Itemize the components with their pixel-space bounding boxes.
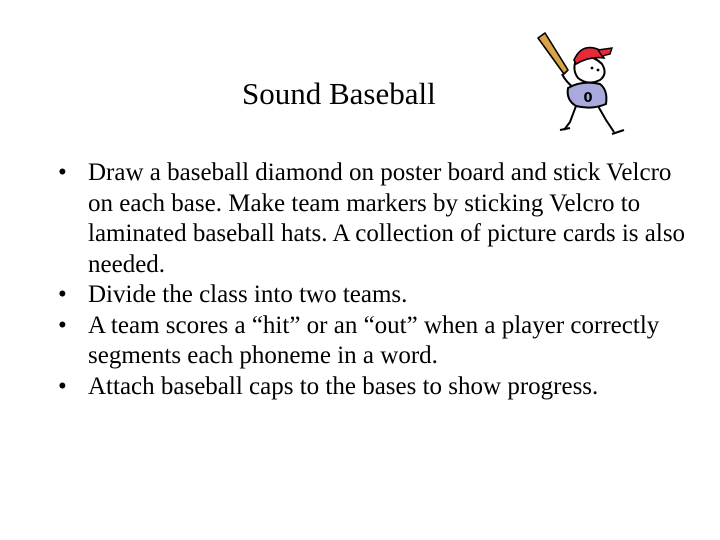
bullet-item	[58, 280, 698, 311]
bullet-item	[58, 311, 698, 372]
bullet-text: Divide the class into two teams.	[88, 281, 408, 308]
bullet-icon: •	[58, 311, 67, 339]
bullet-item	[58, 158, 698, 280]
slide-title: Sound Baseball	[242, 76, 436, 111]
bullet-item	[58, 372, 698, 403]
bullet-icon: •	[58, 281, 67, 308]
bullet-text: Attach baseball caps to the bases to show progress.	[88, 372, 599, 400]
bullet-list	[58, 158, 698, 402]
bullet-text: Draw a baseball diamond on poster board and stick Velcro on each base. Make team markers by sticking Velcro to laminated baseball hats. A collection of picture cards is also needed.	[88, 159, 686, 278]
bullet-icon: •	[58, 372, 67, 400]
baseball-player-icon	[532, 30, 642, 140]
jersey-number: 0	[583, 91, 593, 106]
bullet-text: A team scores a “hit” or an “out” when a player correctly segments each phoneme in a word.	[88, 311, 660, 369]
bullet-icon: •	[58, 159, 67, 186]
